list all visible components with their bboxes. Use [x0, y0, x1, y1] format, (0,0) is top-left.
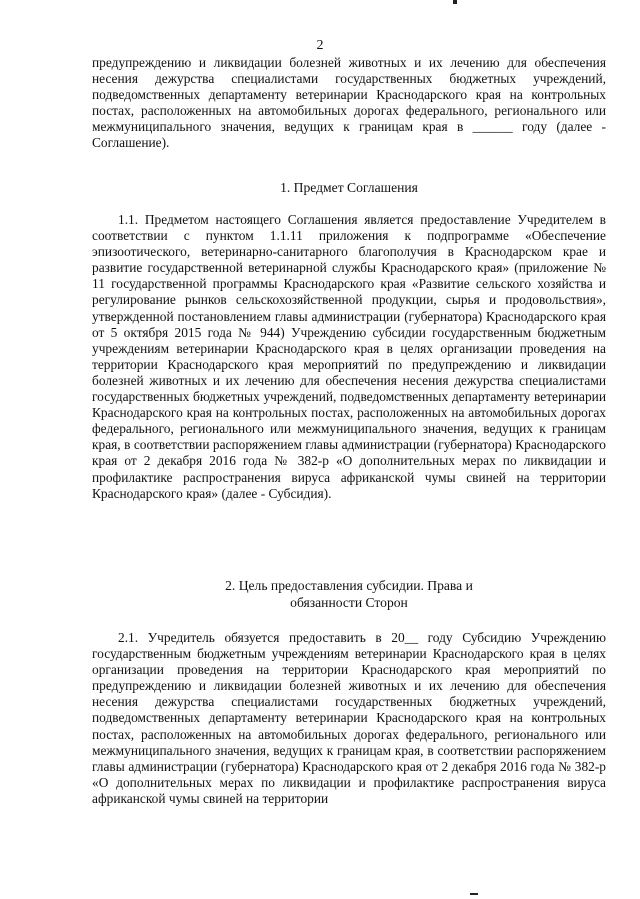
section-1-heading: 1. Предмет Соглашения — [280, 180, 418, 195]
paragraph-2-1: 2.1. Учредитель обязуется предоставить в 20__ году Субсидию Учреждению государственным бюджетным учреждениям ветеринарии Краснодарского края в целях организации проведения на территории Краснодарского края мероприятий по предупреждению и ликвидации болезней животных и их лечению для обеспечения несения дежурства специалистами государственных бюджетных учреждений, подведомственных департаменту ветеринарии Краснодарского края на контрольных постах, расположенных на автомобильных дорогах федерального, регионального или межмуниципального значения, ведущих к границам края, в соответствии распоряжением главы администрации (губернатора) Краснодарского края от 2 декабря 2016 года № 382-р «О дополнительных мерах по ликвидации и профилактике распространения вируса африканской чумы свиней на территории — [92, 630, 606, 806]
section-2-heading-line-1: 2. Цель предоставления субсидии. Права и — [225, 578, 473, 593]
intro-paragraph: предупреждению и ликвидации болезней животных и их лечению для обеспечения несения дежурства специалистами государственных бюджетных учреждений, подведомственных департаменту ветеринарии Краснодарского края на контрольных постах, расположенных на автомобильных дорогах федерального, регионального или межмуниципального значения, ведущих к границам края в ______ году (далее - Соглашение). — [92, 55, 606, 151]
paragraph-1-1: 1.1. Предметом настоящего Соглашения является предоставление Учредителем в соответствии с пунктом 1.1.11 приложения к подпрограмме «Обеспечение эпизоотического, ветеринарно-санитарного благополучия в Краснодарском крае и развитие государственной ветеринарной службы Краснодарского края» (приложение № 11 государственной программы Краснодарского края «Развитие сельского хозяйства и регулирование рынков сельскохозяйственной продукции, сырья и продовольствия», утвержденной постановлением главы администрации (губернатора) Краснодарского края от 5 октября 2015 года № 944) Учреждению субсидии государственным бюджетным учреждениям ветеринарии Краснодарского края в целях организации проведения на территории Краснодарского края мероприятий по предупреждению и ликвидации болезней животных и их лечению для обеспечения несения дежурства специалистами государственных бюджетных учреждений, подведомственных департаменту ветеринарии Краснодарского края на контрольных постах, расположенных на автомобильных дорогах федерального, регионального или межмуниципального значения, ведущих к границам края, в соответствии распоряжением главы администрации (губернатора) Краснодарского края от 2 декабря 2016 года № 382-р «О дополнительных мерах по ликвидации и профилактике распространения вируса африканской чумы свиней на территории Краснодарского края» (далее - Субсидия). — [92, 212, 606, 501]
scan-artifact — [453, 0, 457, 4]
section-2-heading — [92, 578, 606, 611]
page-number: 2 — [316, 38, 324, 53]
section-2-heading-line-2: обязанности Сторон — [290, 594, 408, 610]
scan-artifact — [470, 893, 478, 895]
